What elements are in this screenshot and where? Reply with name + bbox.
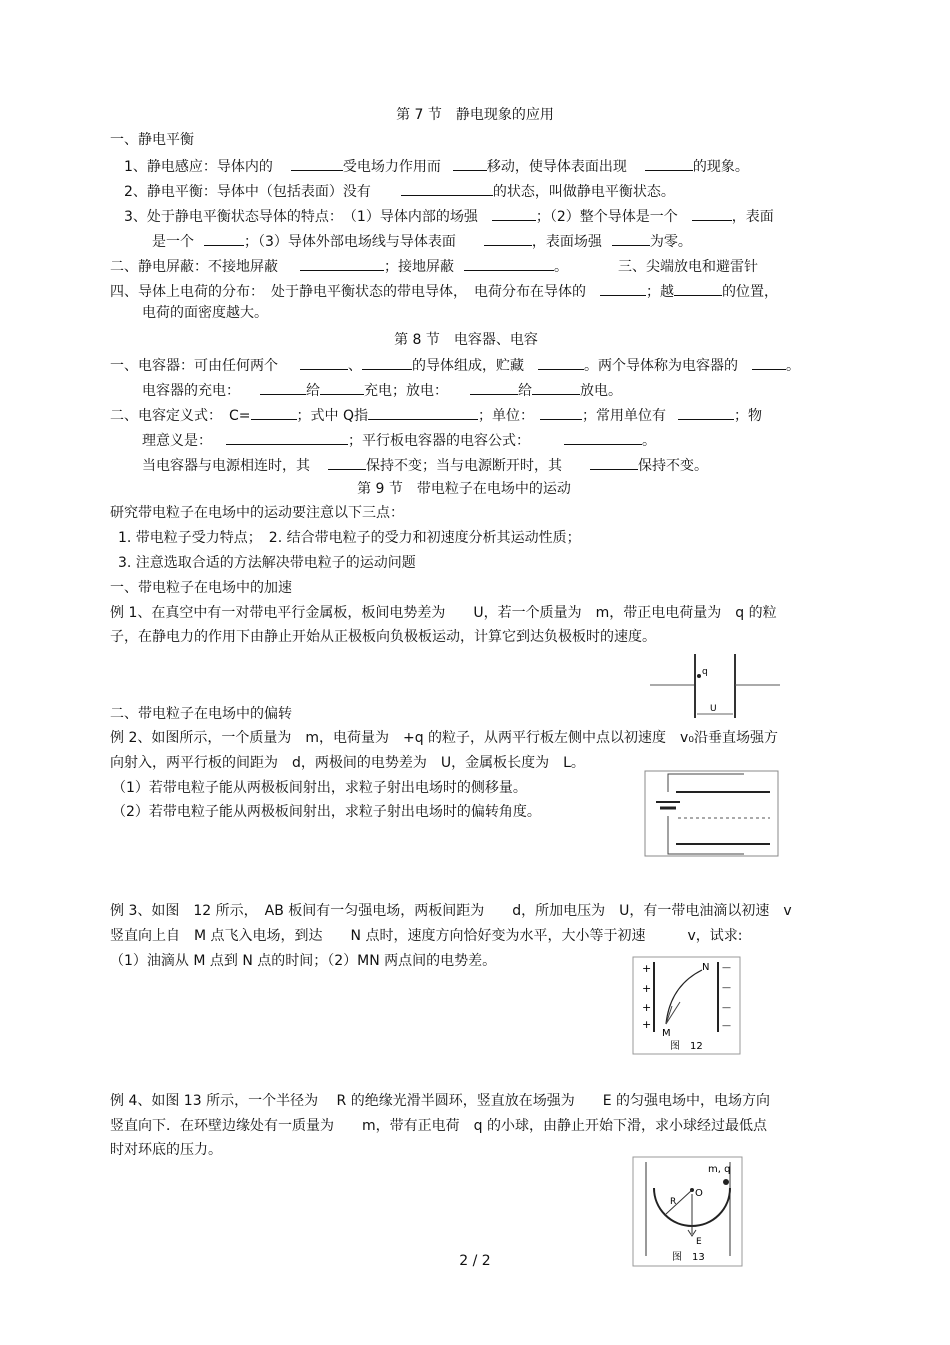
figure-deflection	[644, 770, 780, 858]
s7-line-2: 2、静电平衡：导体中（包括表面）没有 的状态，叫做静电平衡状态。	[124, 181, 675, 201]
example-2-q2: （2）若带电粒子能从两极板间射出，求粒子射出电场时的偏转角度。	[112, 804, 541, 820]
charge-dot	[697, 674, 701, 678]
s8-line-3: 二、电容定义式： C= ；式中 Q指 ；单位： ；常用单位有 ；物	[110, 405, 762, 425]
example-3-q: （1）油滴从 M 点到 N 点的时间；（2）MN 两点间的电势差。	[110, 953, 497, 969]
minus-sign: —	[722, 1003, 731, 1013]
bottom-wire	[668, 816, 744, 854]
label-n: N	[702, 962, 710, 973]
s9-heading-2: 二、带电粒子在电场中的偏转	[110, 706, 292, 722]
label-m: M	[662, 1028, 671, 1039]
ball	[723, 1179, 729, 1185]
s9-point-3: 3. 注意选取合适的方法解决带电粒子的运动问题	[118, 555, 416, 571]
s7-line-6: 四、导体上电荷的分布： 处于静电平衡状态的带电导体， 电荷分布在导体的 ；越 的位置，	[110, 281, 778, 301]
example-2-line-1: 例 2、如图所示，一个质量为 m，电荷量为 +q 的粒子，从两平行板左侧中点以初速度 v₀沿垂直场强方	[110, 730, 778, 746]
plus-sign: +	[642, 1018, 652, 1031]
s8-line-2: 电容器的充电： 给 充电；放电： 给 放电。	[142, 380, 622, 400]
s9-heading-1: 一、带电粒子在电场中的加速	[110, 580, 292, 596]
s7-heading-1: 一、静电平衡	[110, 132, 194, 148]
label-e: E	[696, 1237, 702, 1247]
section-9-title: 第 9 节 带电粒子在电场中的运动	[357, 481, 571, 497]
figure-12	[632, 956, 742, 1056]
label-o: O	[695, 1188, 703, 1199]
example-3-line-2: 竖直向上自 M 点飞入电场，到达 N 点时，速度方向恰好变为水平，大小等于初速 v，试求:	[110, 928, 743, 944]
example-4-line-1: 例 4、如图 13 所示，一个半径为 R 的绝缘光滑半圆环，竖直放在场强为 E 的匀强电场中，电场方向	[110, 1093, 770, 1109]
label-q: q	[702, 667, 708, 677]
plus-sign: +	[642, 982, 652, 995]
page-number: 2 / 2	[459, 1253, 491, 1269]
label-mq: m, q	[708, 1164, 731, 1175]
s8-line-4: 理意义是： ；平行板电容器的电容公式： 。	[142, 430, 656, 450]
example-3-line-1: 例 3、如图 12 所示， AB 板间有一匀强电场，两板间距为 d，所加电压为 U，有一带电油滴以初速 v	[110, 903, 792, 919]
minus-sign: —	[722, 983, 731, 993]
s8-line-5: 当电容器与电源相连时，其 保持不变；当与电源断开时，其 保持不变。	[142, 455, 708, 475]
example-2-q1: （1）若带电粒子能从两极板间射出，求粒子射出电场时的侧移量。	[112, 780, 527, 796]
s7-line-1: 1、静电感应：导体内的 受电场力作用而 移动，使导体表面出现 的现象。	[124, 156, 749, 176]
minus-sign: —	[722, 1021, 731, 1031]
plus-sign: +	[642, 962, 652, 975]
top-wire	[668, 774, 744, 792]
s7-line-3: 3、处于静电平衡状态导体的特点： （1）导体内部的场强 ；（2）整个导体是一个 ，表面	[124, 206, 774, 226]
s7-line-7: 电荷的面密度越大。	[142, 305, 268, 321]
s9-intro: 研究带电粒子在电场中的运动要注意以下三点：	[110, 505, 404, 521]
figure-13-caption: 图 13	[672, 1252, 705, 1263]
s7-line-5: 二、静电屏蔽：不接地屏蔽 ；接地屏蔽 。 三、尖端放电和避雷针	[110, 256, 758, 276]
section-8-title: 第 8 节 电容器、电容	[394, 332, 538, 348]
example-4-line-2: 竖直向下．在环壁边缘处有一质量为 m，带有正电荷 q 的小球，由静止开始下滑，求小球经过最低点	[110, 1118, 767, 1134]
example-1-line-2: 子，在静电力的作用下由静止开始从正极板向负极板运动，计算它到达负极板时的速度。	[110, 629, 656, 645]
figure-12-caption: 图 12	[670, 1041, 703, 1052]
s8-line-1: 一、电容器：可由任何两个 、 的导体组成，贮藏 。两个导体称为电容器的 。	[110, 355, 800, 375]
s9-point-1-2: 1. 带电粒子受力特点； 2. 结合带电粒子的受力和初速度分析其运动性质；	[118, 530, 581, 546]
section-7-title: 第 7 节 静电现象的应用	[396, 107, 554, 123]
figure-parallel-plates	[650, 652, 785, 722]
s7-line-4: 是一个 ；（3）导体外部电场线与导体表面 ，表面场强 为零。	[152, 231, 692, 251]
label-r: R	[670, 1197, 677, 1207]
plus-sign: +	[642, 1001, 652, 1014]
example-4-line-3: 时对环底的压力。	[110, 1142, 222, 1158]
minus-sign: —	[722, 963, 731, 973]
label-u: U	[710, 704, 717, 714]
example-2-line-2: 向射入，两平行板的间距为 d，两极间的电势差为 U，金属板长度为 L。	[110, 755, 585, 771]
example-1-line-1: 例 1、在真空中有一对带电平行金属板，板间电势差为 U，若一个质量为 m，带正电电荷量为 q 的粒	[110, 605, 777, 621]
